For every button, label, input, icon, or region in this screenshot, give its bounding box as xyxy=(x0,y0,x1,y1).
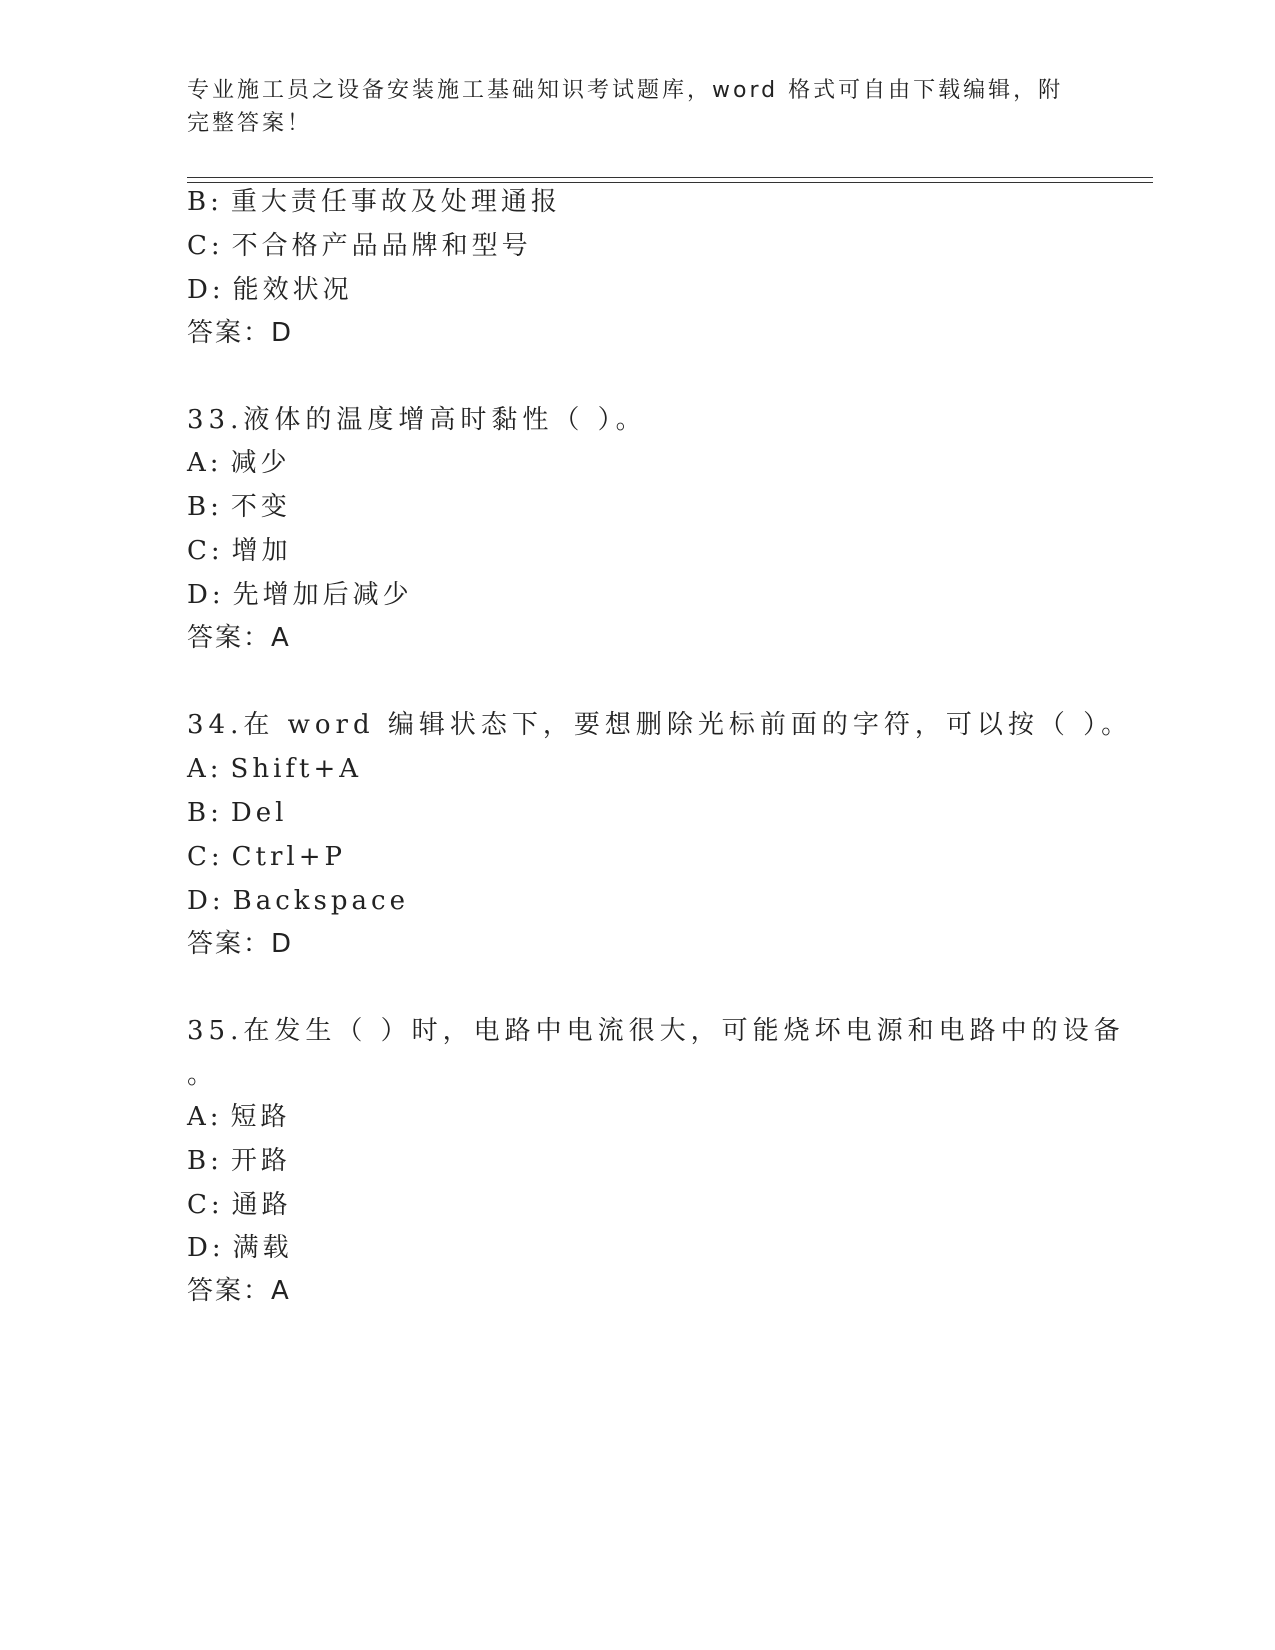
option-text: 重大责任事故及处理通报 xyxy=(230,187,561,217)
option-text: 能效状况 xyxy=(232,275,353,305)
option-prefix: C: xyxy=(187,536,224,566)
option-text: 不合格产品品牌和型号 xyxy=(231,231,532,261)
q34-answer: 答案：D xyxy=(187,929,294,959)
option-prefix: C: xyxy=(187,1190,224,1220)
header-divider-top xyxy=(187,177,1153,178)
q33-answer: 答案：A xyxy=(187,623,291,653)
option-prefix: B: xyxy=(187,798,223,828)
answer-prev: 答案：D xyxy=(187,318,294,348)
option-prefix: A: xyxy=(187,1102,223,1132)
option-prefix: D: xyxy=(187,275,225,305)
option-prefix: C: xyxy=(187,842,224,872)
question-35: 35.在发生（ ）时，电路中电流很大，可能烧坏电源和电路中的设备 xyxy=(187,1016,1125,1046)
q35-option-a xyxy=(187,1100,291,1134)
option-text: Ctrl+P xyxy=(231,842,347,872)
q35-option-c xyxy=(187,1188,292,1222)
q34-option-c xyxy=(187,840,346,874)
option-prefix: C: xyxy=(187,231,224,261)
question-34: 34.在 word 编辑状态下，要想删除光标前面的字符，可以按（ ）。 xyxy=(187,710,1133,740)
option-text: 满载 xyxy=(232,1233,293,1263)
q33-option-c xyxy=(187,534,292,568)
option-prefix: D: xyxy=(187,886,225,916)
option-text: 开路 xyxy=(230,1146,291,1176)
option-prefix: D: xyxy=(187,580,225,610)
option-prefix: A: xyxy=(187,448,223,478)
option-d-prev xyxy=(187,273,353,307)
q33-option-a xyxy=(187,446,291,480)
option-text: Backspace xyxy=(232,886,409,916)
q34-option-a xyxy=(187,752,362,786)
document-header: 专业施工员之设备安装施工基础知识考试题库，word 格式可自由下载编辑，附完整答案！ xyxy=(187,78,1064,136)
q33-option-d xyxy=(187,578,413,612)
option-prefix: B: xyxy=(187,1146,223,1176)
option-text: 增加 xyxy=(231,536,292,566)
option-text: 短路 xyxy=(230,1102,291,1132)
option-text: 先增加后减少 xyxy=(232,580,413,610)
question-33: 33.液体的温度增高时黏性（ ）。 xyxy=(187,405,647,435)
header-divider-bottom xyxy=(187,182,1153,183)
option-text: 减少 xyxy=(230,448,291,478)
q34-option-b xyxy=(187,796,287,830)
q33-option-b xyxy=(187,490,291,524)
q35-answer: 答案：A xyxy=(187,1276,291,1306)
option-prefix: D: xyxy=(187,1233,225,1263)
option-prefix: A: xyxy=(187,754,223,784)
option-text: Del xyxy=(230,798,288,828)
option-text: 不变 xyxy=(230,492,291,522)
question-35-continuation: 。 xyxy=(187,1060,219,1090)
option-prefix: B: xyxy=(187,187,223,217)
option-c-prev xyxy=(187,229,532,263)
q34-option-d xyxy=(187,884,409,918)
option-text: Shift+A xyxy=(230,754,363,784)
option-b-prev xyxy=(187,185,561,219)
option-text: 通路 xyxy=(231,1190,292,1220)
q35-option-d xyxy=(187,1231,293,1265)
q35-option-b xyxy=(187,1144,291,1178)
option-prefix: B: xyxy=(187,492,223,522)
